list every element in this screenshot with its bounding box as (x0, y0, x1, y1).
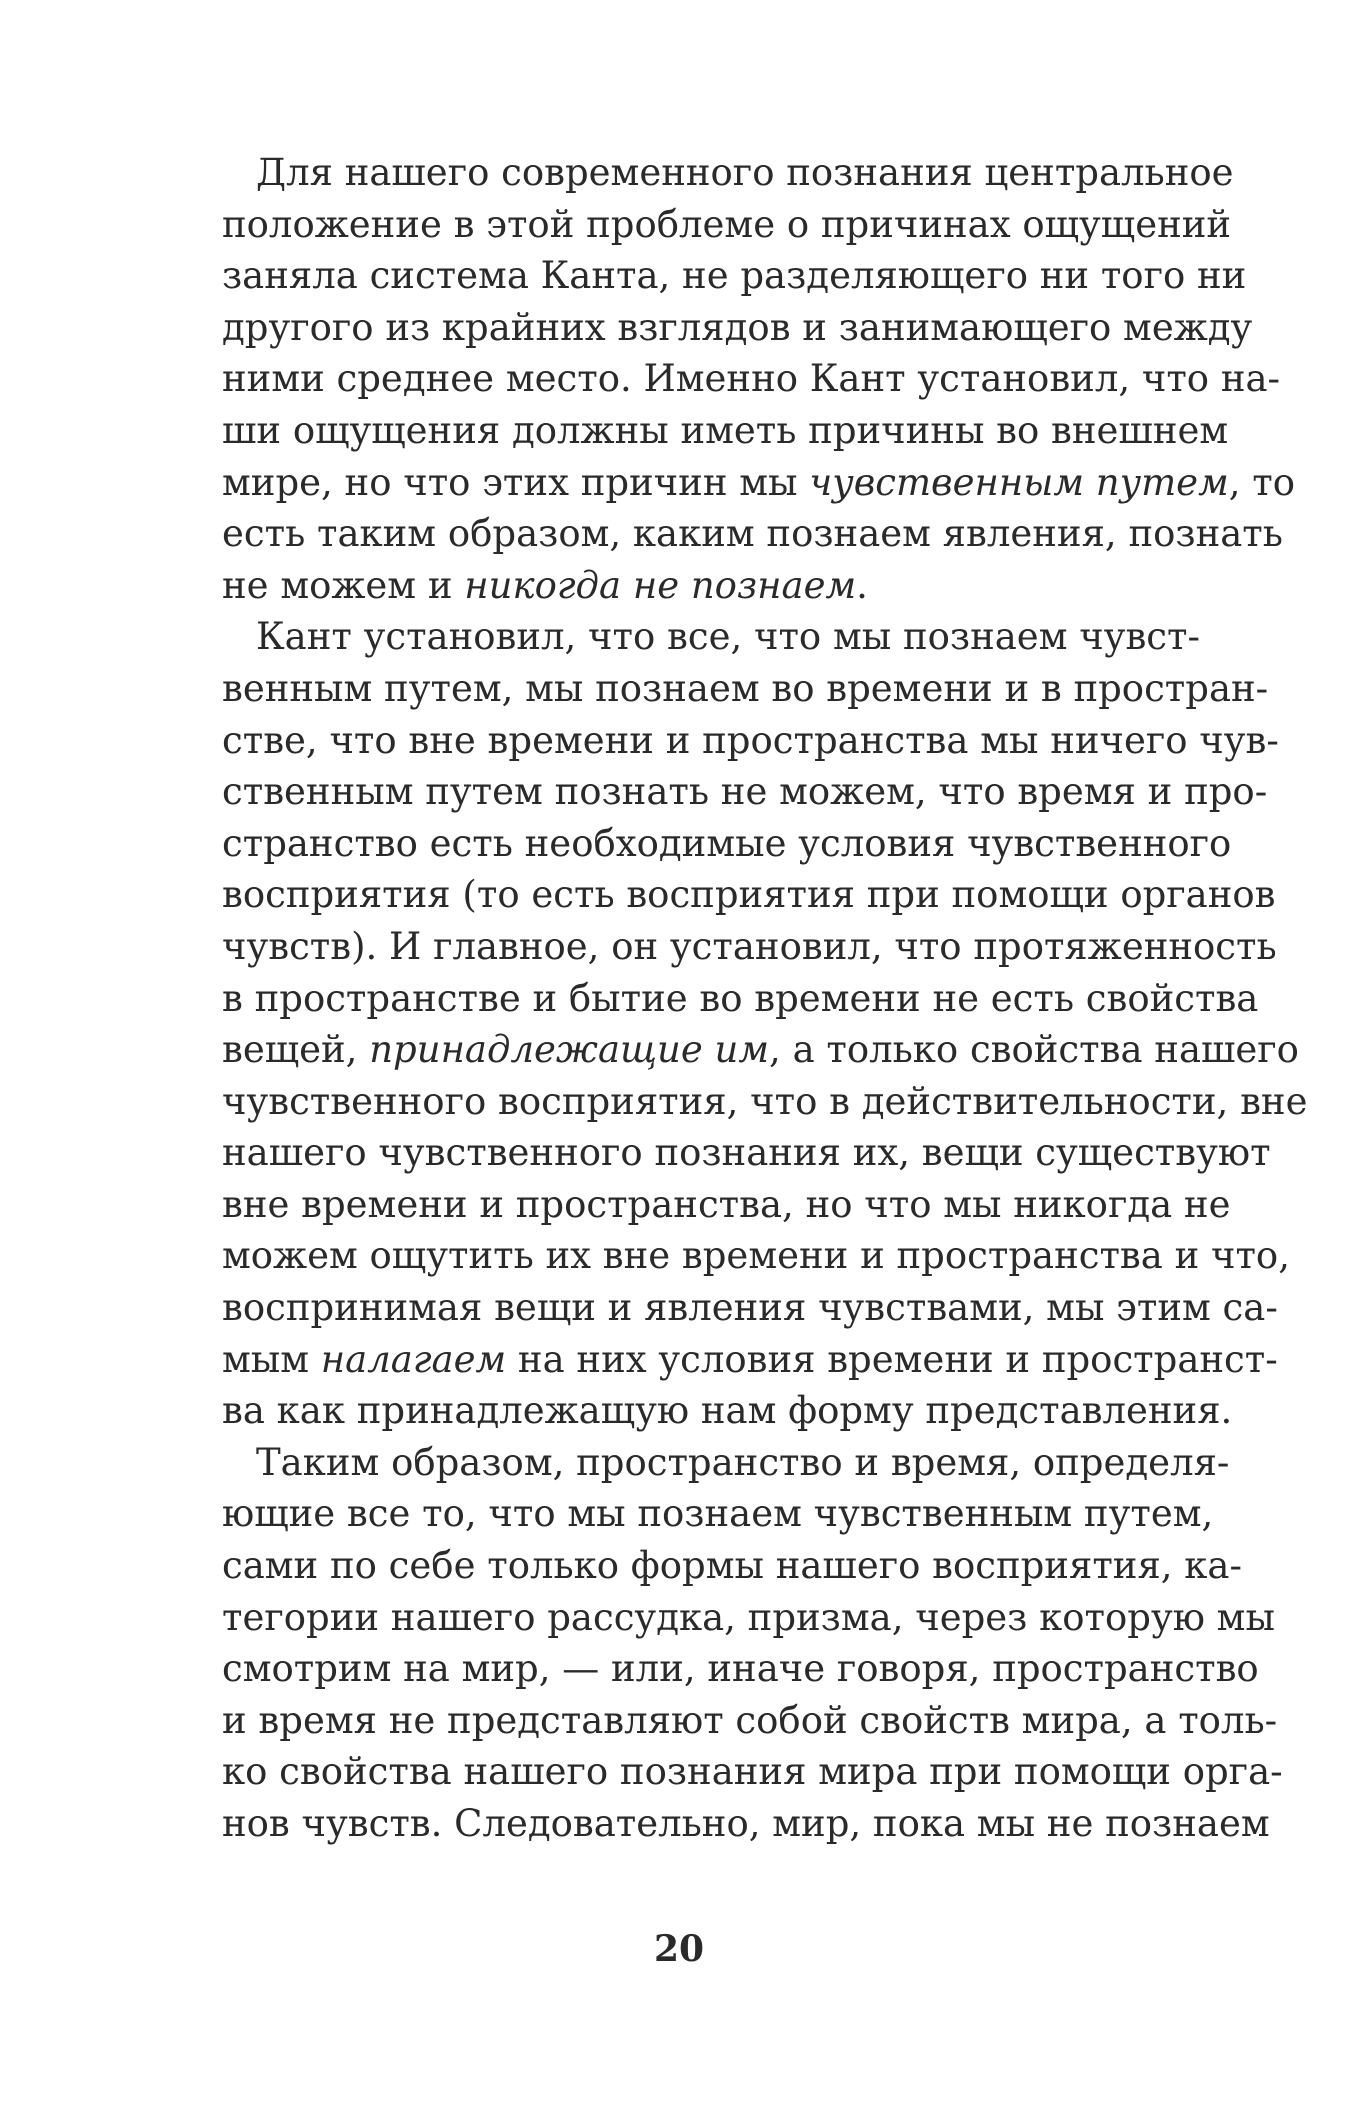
text-line (222, 1695, 1278, 1747)
text-run: положение в этой проблеме о причинах ощущений (222, 202, 1232, 246)
page-number: 20 (653, 1928, 705, 1970)
text-run: нашего чувственного познания их, вещи существуют (222, 1131, 1271, 1175)
text-line (222, 1230, 1290, 1282)
text-run: другого из крайних взглядов и занимающего между (222, 305, 1253, 349)
text-run: Таким образом, пространство и время, определя- (256, 1440, 1230, 1484)
text-line (222, 663, 1269, 715)
italic-text: никогда не познаем (464, 563, 857, 607)
text-run: сами по себе только формы нашего восприятия, ка- (222, 1544, 1242, 1588)
text-run: заняла система Канта, не разделяющего ни того ни (222, 254, 1247, 298)
text-run: ственным путем познать не можем, что время и про- (222, 770, 1268, 814)
text-run: Кант установил, что все, что мы познаем чувст- (256, 615, 1200, 659)
body-text (222, 147, 1308, 1850)
text-run: смотрим на мир, — или, иначе говоря, пространство (222, 1647, 1259, 1691)
text-line (222, 1282, 1278, 1334)
text-run: не можем и (222, 563, 465, 607)
text-line (222, 1179, 1231, 1231)
text-line (222, 1592, 1275, 1644)
text-run: нов чувств. Следовательно, мир, пока мы не познаем (222, 1802, 1270, 1845)
text-run: и время не представляют собой свойств мира, а толь- (222, 1698, 1278, 1742)
text-line (222, 1798, 1270, 1850)
text-run: стве, что вне времени и пространства мы ничего чув- (222, 718, 1279, 762)
text-line (222, 250, 1247, 302)
text-run: ними среднее место. Именно Кант установил, что на- (222, 357, 1281, 401)
text-run: можем ощутить их вне времени и пространства и что, (222, 1234, 1290, 1278)
text-line (222, 1643, 1259, 1695)
italic-text: чувственным путем (809, 460, 1229, 504)
text-line (222, 973, 1259, 1025)
text-run: ва как принадлежащую нам форму представления. (222, 1389, 1233, 1433)
text-line (222, 1385, 1233, 1437)
text-line (222, 921, 1277, 973)
text-run: , а только свойства нашего (769, 1028, 1299, 1072)
text-run: воспринимая вещи и явления чувствами, мы этим са- (222, 1286, 1278, 1330)
text-run: тегории нашего рассудка, призма, через которую мы (222, 1595, 1275, 1639)
italic-text: принадлежащие им (369, 1028, 770, 1072)
text-line (222, 1127, 1271, 1179)
text-run: венным путем, мы познаем во времени и в простран- (222, 666, 1269, 710)
text-run: , то (1228, 460, 1296, 504)
text-run: на них условия времени и пространст- (506, 1337, 1278, 1381)
text-line (222, 508, 1283, 560)
text-line (222, 1024, 1299, 1076)
text-line (222, 611, 1200, 663)
text-line (222, 457, 1296, 509)
text-line (222, 715, 1279, 767)
text-run: ющие все то, что мы познаем чувственным путем, (222, 1492, 1214, 1536)
italic-text: налагаем (320, 1337, 507, 1381)
text-run: чувственного восприятия, что в действительности, вне (222, 1079, 1308, 1123)
text-line (222, 766, 1268, 818)
text-line (222, 869, 1276, 921)
text-line (222, 1334, 1278, 1386)
text-run: странство есть необходимые условия чувственного (222, 821, 1232, 865)
text-line (222, 1076, 1308, 1128)
text-run: восприятия (то есть восприятия при помощи органов (222, 873, 1276, 917)
text-line (222, 353, 1281, 405)
text-line (222, 405, 1229, 457)
text-run: вещей, (222, 1028, 370, 1072)
text-line (222, 199, 1232, 251)
text-line (222, 1746, 1283, 1798)
text-line (222, 1437, 1230, 1489)
text-line (222, 1488, 1214, 1540)
text-run: в пространстве и бытие во времени не есть свойства (222, 976, 1259, 1020)
text-run: Для нашего современного познания центральное (256, 151, 1234, 194)
text-line (222, 560, 1186, 612)
text-run: чувств). И главное, он установил, что протяженность (222, 924, 1277, 968)
text-line (222, 818, 1232, 870)
text-run: ши ощущения должны иметь причины во внешнем (222, 408, 1229, 452)
text-run: ко свойства нашего познания мира при помощи орга- (222, 1750, 1283, 1794)
text-run: вне времени и пространства, но что мы никогда не (222, 1182, 1231, 1226)
text-run: есть таким образом, каким познаем явления, познать (222, 512, 1283, 556)
text-run: . (856, 563, 868, 607)
text-line (222, 302, 1253, 354)
text-line (222, 1540, 1242, 1592)
text-run: мире, но что этих причин мы (222, 460, 810, 504)
text-run: мым (222, 1337, 321, 1381)
text-line (222, 147, 1234, 199)
